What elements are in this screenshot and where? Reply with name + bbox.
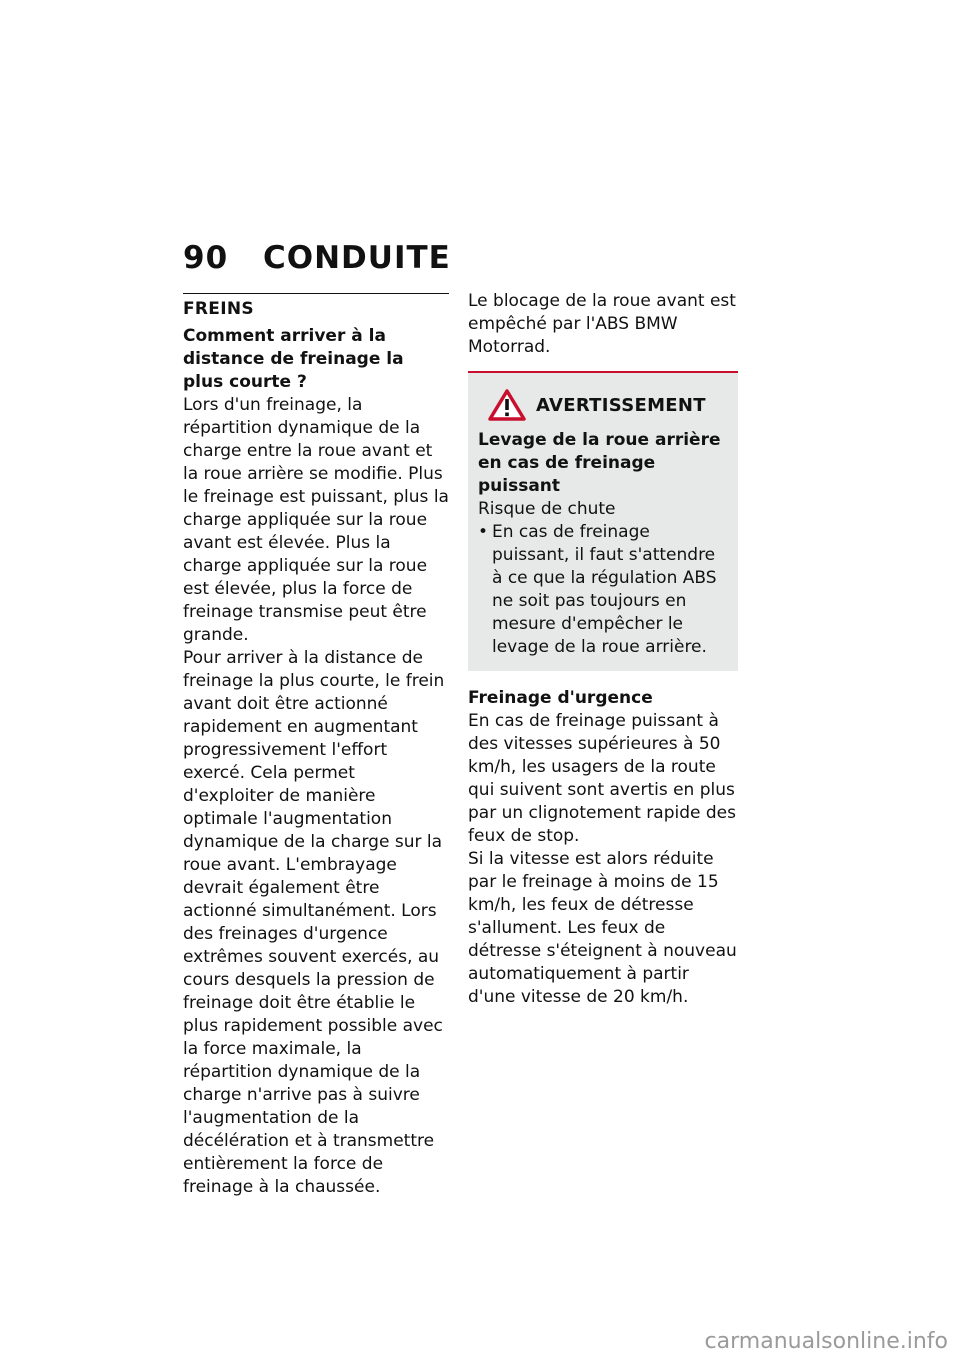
warning-bullet [478,521,726,659]
warning-triangle-icon [488,389,526,421]
paragraph-abs: Le blocage de la roue avant est empêché par l'ABS BMW Motorrad. [468,291,736,357]
section-rule [183,293,449,294]
page-header [183,240,451,276]
right-column [468,290,738,1009]
page-number: 90 [183,240,229,276]
warning-box [468,371,738,671]
bullet-dot-icon: • [478,522,489,542]
section-title: FREINS [183,299,254,319]
paragraph-hazard-lights: Si la vitesse est alors réduite par le freinage à moins de 15 km/h, les feux de détresse s'allument. Les feux de détresse s'éteignent à nouveau automatiquement à partir d'une vitesse de 20 km/h. [468,849,737,1007]
chapter-title: CONDUITE [263,240,451,276]
paragraph-load-distribution: Lors d'un freinage, la répartition dynamique de la charge entre la roue avant et la roue arrière se modifie. Plus le freinage est puissant, plus la charge appliquée sur la roue avant est élevée. Plus la charge appliquée sur la roue est élevée, plus la force de freinage transmise peut être grande. [183,395,449,645]
warning-bullet-text: En cas de freinage puissant, il faut s'attendre à ce que la régulation ABS ne soit pas toujours en mesure d'empêcher le levage de la roue arrière. [492,522,717,657]
warning-risk: Risque de chute [478,499,616,519]
paragraph-braking-technique: Pour arriver à la distance de freinage la plus courte, le frein avant doit être actionné rapidement en augmentant progressivement l'effort exercé. Cela permet d'exploiter de manière optimale l'augmentation dynamique de la charge sur la roue avant. L'embrayage devrait également être actionné simultanément. Lors des freinages d'urgence extrêmes souvent exercés, au cours desquels la pression de freinage doit être établie le plus rapidement possible avec la force maximale, la répartition dynamique de la charge n'arrive pas à suivre l'augmentation de la décélération et à transmettre entièrement la force de freinage à la chaussée. [183,648,445,1197]
left-column [183,293,449,1199]
watermark: carmanualsonline.info [704,1329,948,1354]
warning-header [488,389,726,421]
subhead-shortest-distance: Comment arriver à la distance de freinage la plus courte ? [183,326,404,392]
subhead-emergency-braking: Freinage d'urgence [468,688,653,708]
paragraph-brake-lights: En cas de freinage puissant à des vitesses supérieures à 50 km/h, les usagers de la route qui suivent sont avertis en plus par un clignotement rapide des feux de stop. [468,711,736,846]
warning-title: Levage de la roue arrière en cas de freinage puissant [478,430,721,496]
warning-label: AVERTISSEMENT [536,394,706,416]
